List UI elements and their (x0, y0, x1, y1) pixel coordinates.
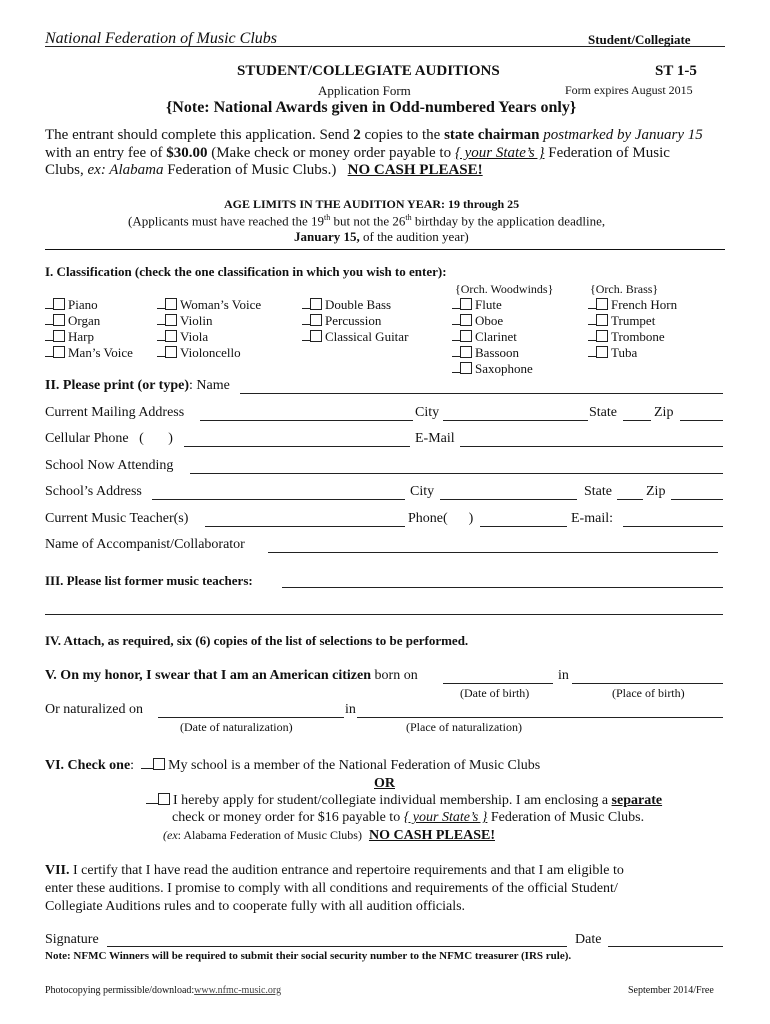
cell-label: Cellular Phone ( ) (45, 431, 173, 446)
address-label: Current Mailing Address (45, 405, 185, 420)
checkbox-icon[interactable] (53, 298, 65, 310)
classification-option[interactable] (157, 297, 261, 313)
classification-option[interactable] (302, 297, 391, 313)
footer-date: September 2014/Free (628, 985, 714, 996)
website-link[interactable]: www.nfmc-music.org (194, 985, 282, 996)
blank-line (588, 323, 596, 325)
check-one-row: VI. Check one: My school is a member of the National Federation of Music Clubs (45, 758, 541, 773)
school-field[interactable] (190, 473, 723, 474)
option-label: Saxophone (475, 361, 533, 376)
certify-line-1: VII. I certify that I have read the audition entrance and repertoire requirements and that I am eligible to (45, 863, 624, 878)
naturalization-date-field[interactable] (158, 717, 344, 718)
classification-option[interactable] (588, 297, 677, 313)
in2-label: in (345, 702, 356, 717)
signature-field[interactable] (107, 946, 567, 947)
classification-option[interactable] (45, 345, 133, 361)
zip2-field[interactable] (671, 499, 723, 500)
classification-heading: I. Classification (check the one classification in which you wish to enter): (45, 264, 447, 279)
don-caption: (Date of naturalization) (180, 720, 293, 734)
citizen-heading: V. On my honor, I swear that I am an American citizen born on (45, 668, 418, 683)
classification-option[interactable] (452, 329, 517, 345)
blank-line (157, 323, 165, 325)
checkbox-icon[interactable] (165, 330, 177, 342)
option-label: Violoncello (180, 345, 241, 360)
accompanist-label: Name of Accompanist/Collaborator (45, 537, 245, 552)
city2-label: City (410, 484, 435, 499)
birth-place-field[interactable] (572, 683, 723, 684)
school-address-label: School’s Address (45, 484, 142, 499)
option-label: Trombone (611, 329, 665, 344)
checkbox-icon[interactable] (596, 314, 608, 326)
section-divider (45, 249, 725, 250)
zip-field[interactable] (680, 420, 723, 421)
blank-line (45, 355, 53, 357)
former-teachers-heading: III. Please list former music teachers: (45, 573, 253, 588)
blank-line (452, 339, 460, 341)
blank-line (157, 339, 165, 341)
blank-line (302, 339, 310, 341)
teacher-field[interactable] (205, 526, 405, 527)
naturalized-label: Or naturalized on (45, 702, 143, 717)
checkbox-icon[interactable] (53, 314, 65, 326)
email-field[interactable] (460, 446, 723, 447)
blank-line (157, 307, 165, 309)
city-label: City (415, 405, 440, 420)
option-label: Harp (68, 329, 94, 344)
age-detail-2: January 15, of the audition year) (294, 229, 469, 244)
option-label: Double Bass (325, 297, 392, 312)
pob-caption: (Place of birth) (612, 686, 685, 700)
in-label: in (558, 668, 569, 683)
checkbox-icon[interactable] (460, 362, 472, 374)
form-subtitle: Application Form (318, 83, 411, 98)
brass-heading: {Orch. Brass} (590, 282, 659, 296)
classification-option[interactable] (157, 345, 241, 361)
blank-line (588, 355, 596, 357)
blank-line (45, 323, 53, 325)
email2-field[interactable] (623, 526, 723, 527)
classification-option[interactable] (157, 313, 212, 329)
blank-line (45, 307, 53, 309)
classification-option[interactable] (45, 297, 98, 313)
checkbox-icon[interactable] (53, 346, 65, 358)
classification-option[interactable] (302, 329, 408, 345)
classification-option[interactable] (157, 329, 208, 345)
checkbox-icon[interactable] (460, 346, 472, 358)
pon-caption: (Place of naturalization) (406, 720, 522, 734)
checkbox-icon[interactable] (310, 298, 322, 310)
option-label: Tuba (611, 345, 638, 360)
form-title: STUDENT/COLLEGIATE AUDITIONS (237, 63, 500, 79)
woodwinds-heading: {Orch. Woodwinds} (455, 282, 554, 296)
blank-line (157, 355, 165, 357)
option-label: Woman’s Voice (180, 297, 262, 312)
membership-line-3: (ex: Alabama Federation of Music Clubs) NO CASH PLEASE! (163, 828, 495, 843)
school-member-checkbox[interactable] (153, 758, 165, 770)
birth-date-field[interactable] (443, 683, 553, 684)
zip2-label: Zip (646, 484, 666, 499)
blank-line (452, 371, 460, 373)
classification-option[interactable] (452, 345, 519, 361)
awards-note: {Note: National Awards given in Odd-numbered Years only} (166, 99, 577, 116)
classification-option[interactable] (452, 361, 533, 377)
classification-option[interactable] (45, 313, 100, 329)
city2-field[interactable] (440, 499, 577, 500)
age-detail-1: (Applicants must have reached the 19th but not the 26th birthday by the application deadline, (128, 213, 606, 229)
option-label: Flute (475, 297, 502, 312)
dob-caption: (Date of birth) (460, 686, 530, 700)
zip-label: Zip (654, 405, 674, 420)
form-expiry: Form expires August 2015 (565, 83, 693, 97)
classification-option[interactable] (452, 313, 503, 329)
option-label: Bassoon (475, 345, 520, 360)
blank-line (452, 307, 460, 309)
selections-heading: IV. Attach, as required, six (6) copies of the list of selections to be performed. (45, 633, 469, 648)
checkbox-icon[interactable] (596, 330, 608, 342)
former-teachers-field[interactable] (282, 587, 723, 588)
name-field[interactable] (240, 393, 723, 394)
checkbox-icon[interactable] (596, 346, 608, 358)
certify-line-3: Collegiate Auditions rules and to cooperate fully with all audition officials. (45, 899, 466, 914)
category-label: Student/Collegiate (588, 32, 691, 47)
address-field[interactable] (200, 420, 413, 421)
option-label: Classical Guitar (325, 329, 409, 344)
cell-field[interactable] (184, 446, 410, 447)
checkbox-icon[interactable] (53, 330, 65, 342)
org-name: National Federation of Music Clubs (45, 30, 277, 47)
state2-label: State (584, 484, 612, 499)
option-label: Viola (180, 329, 209, 344)
checkbox-icon[interactable] (596, 298, 608, 310)
state2-field[interactable] (617, 499, 643, 500)
state-field[interactable] (623, 420, 651, 421)
blank-line (588, 307, 596, 309)
individual-membership-row: I hereby apply for student/collegiate individual membership. I am enclosing a separate (146, 793, 662, 809)
option-label: Percussion (325, 313, 382, 328)
email-label: E-Mail (415, 431, 455, 446)
option-label: Man’s Voice (68, 345, 133, 360)
checkbox-icon[interactable] (165, 346, 177, 358)
classification-option[interactable] (45, 329, 94, 345)
form-code: ST 1-5 (655, 63, 697, 79)
certify-line-2: enter these auditions. I promise to comply with all conditions and requirements of the official Student/ (45, 881, 618, 896)
date-field[interactable] (608, 946, 723, 947)
phone-label: Phone( ) (408, 511, 474, 526)
state-label: State (589, 405, 617, 420)
blank-line (452, 355, 460, 357)
option-label: Organ (68, 313, 101, 328)
former-teachers-field-2[interactable] (45, 614, 723, 615)
signature-label: Signature (45, 932, 99, 947)
school-address-field[interactable] (152, 499, 405, 500)
checkbox-icon[interactable] (165, 314, 177, 326)
footer-left: Photocopying permissible/download:www.nfmc-music.org (45, 985, 282, 996)
blank-line (45, 339, 53, 341)
option-label: Violin (180, 313, 213, 328)
intro-line-3: Clubs, ex: Alabama Federation of Music Clubs.) NO CASH PLEASE! (45, 162, 483, 178)
classification-option[interactable] (588, 329, 665, 345)
or-label: OR (374, 776, 395, 791)
ssn-note: Note: NFMC Winners will be required to submit their social security number to the NFMC treasurer (IRS rule). (45, 950, 572, 962)
checkbox-icon[interactable] (165, 298, 177, 310)
blank-line (302, 307, 310, 309)
naturalization-place-field[interactable] (357, 717, 723, 718)
checkbox-icon[interactable] (460, 314, 472, 326)
option-label: French Horn (611, 297, 678, 312)
classification-option[interactable] (302, 313, 381, 329)
classification-option[interactable] (452, 297, 502, 313)
option-label: Clarinet (475, 329, 517, 344)
checkbox-icon[interactable] (460, 330, 472, 342)
intro-line-2: with an entry fee of $30.00 (Make check or money order payable to { your State’s } Federation of Music (45, 145, 670, 161)
membership-line-2: check or money order for $16 payable to { your State’s } Federation of Music Clubs. (172, 810, 645, 825)
individual-membership-checkbox[interactable] (158, 793, 170, 805)
accompanist-field[interactable] (268, 552, 718, 553)
option-label: Oboe (475, 313, 504, 328)
classification-option[interactable] (588, 313, 655, 329)
checkbox-icon[interactable] (460, 298, 472, 310)
option-label: Piano (68, 297, 98, 312)
blank-line (588, 339, 596, 341)
date-label: Date (575, 932, 602, 947)
teacher-label: Current Music Teacher(s) (45, 511, 189, 526)
blank-line (302, 323, 310, 325)
city-field[interactable] (443, 420, 588, 421)
email2-label: E-mail: (571, 511, 613, 526)
blank-line (452, 323, 460, 325)
school-label: School Now Attending (45, 458, 174, 473)
classification-option[interactable] (588, 345, 637, 361)
intro-line-1: The entrant should complete this application. Send 2 copies to the state chairman postmarked by January 15 (45, 127, 703, 143)
option-label: Trumpet (611, 313, 656, 328)
checkbox-icon[interactable] (310, 330, 322, 342)
print-heading: II. Please print (or type): Name (45, 378, 230, 393)
checkbox-icon[interactable] (310, 314, 322, 326)
phone-field[interactable] (480, 526, 567, 527)
age-limits: AGE LIMITS IN THE AUDITION YEAR: 19 through 25 (224, 197, 520, 211)
